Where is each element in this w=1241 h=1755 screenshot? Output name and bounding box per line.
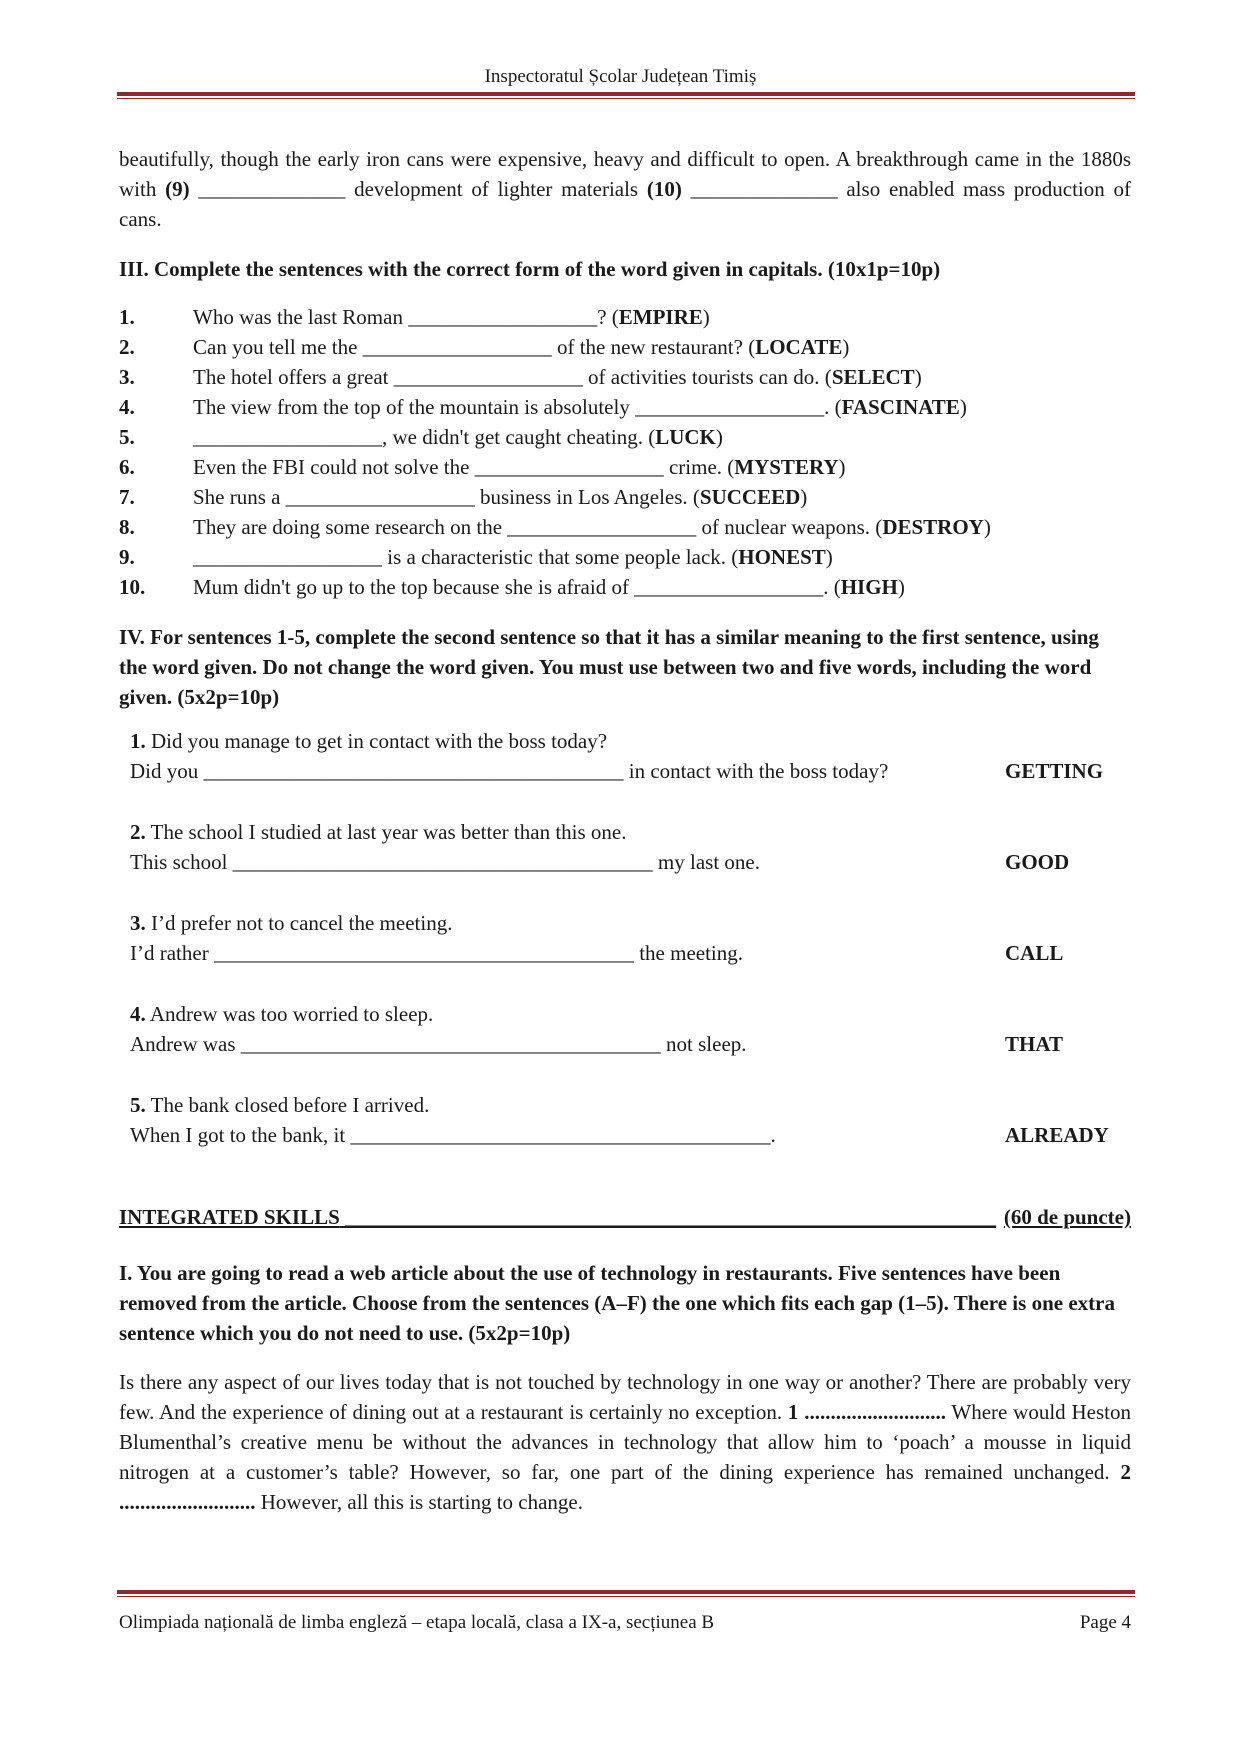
item-number: 1. [119, 305, 135, 329]
page-content [119, 144, 1131, 1517]
rewrite-sentence: Andrew was ________________________________________ not sleep. [130, 1032, 747, 1056]
rewrite-sentence: Did you ________________________________________ in contact with the boss today? [130, 759, 889, 783]
transformation-item [130, 908, 1131, 968]
footer-title: Olimpiada națională de limba engleză – etapa locală, clasa a IX-a, secțiunea B [119, 1612, 715, 1633]
section-3-item [119, 452, 1131, 482]
item-number: 10. [119, 575, 146, 599]
original-sentence: 2. The school I studied at last year was better than this one. [130, 820, 627, 844]
section-3-item [119, 392, 1131, 422]
item-text: Who was the last Roman __________________? (EMPIRE) [193, 305, 710, 329]
item-number: 4. [119, 395, 135, 419]
header-rule [117, 92, 1135, 99]
section-3-item [119, 572, 1131, 602]
reading-task-title: I. You are going to read a web article about the use of technology in restaurants. Five sentences have been removed from the article. Choose from the sentences (A–F) the one which fits each gap (1–5). There is one extra sentence which you do not need to use. (5x2p=10p) [119, 1261, 1115, 1345]
section-3-item [119, 422, 1131, 452]
word-in-capitals: EMPIRE [618, 305, 703, 329]
item-text: The hotel offers a great __________________ of activities tourists can do. (SELECT) [193, 365, 922, 389]
transformation-item [130, 999, 1131, 1059]
item-text: __________________, we didn't get caught cheating. (LUCK) [193, 425, 723, 449]
original-sentence: 5. The bank closed before I arrived. [130, 1093, 430, 1117]
word-in-capitals: LOCATE [755, 335, 843, 359]
keyword: GETTING [1005, 759, 1104, 783]
item-text: They are doing some research on the __________________ of nuclear weapons. (DESTROY) [193, 515, 991, 539]
word-in-capitals: HIGH [840, 575, 898, 599]
word-in-capitals: LUCK [655, 425, 716, 449]
section-3-item [119, 332, 1131, 362]
item-text: She runs a __________________ business in Los Angeles. (SUCCEED) [193, 485, 808, 509]
word-in-capitals: MYSTERY [734, 455, 839, 479]
item-number: 7. [119, 485, 135, 509]
section-4-title: IV. For sentences 1-5, complete the second sentence so that it has a similar meaning to the first sentence, using the word given. Do not change the word given. You must use between two and five words, including the word given. (5x2p=10p) [119, 625, 1099, 709]
item-number: 8. [119, 515, 135, 539]
item-number: 3. [119, 365, 135, 389]
reading-paragraph: Is there any aspect of our lives today that is not touched by technology in one way or another? There are probably very few. And the experience of dining out at a restaurant is certainly no exception. 1 ........................... Where would Heston Blumenthal’s creative menu be without the advances in technology that allow him to ‘poach’ a mousse in liquid nitrogen at a customer’s table? However, so far, one part of the dining experience has remained unchanged. 2 .......................... However, all this is starting to change. [119, 1370, 1131, 1514]
keyword: ALREADY [1005, 1123, 1109, 1147]
transformation-item [130, 726, 1131, 786]
section-3-list [119, 302, 1131, 602]
item-number: 9. [119, 545, 135, 569]
integrated-skills-heading: INTEGRATED SKILLS ______________________________________________________________ (60 de puncte) [119, 1205, 1131, 1229]
item-text: The view from the top of the mountain is absolutely __________________. (FASCINATE) [193, 395, 967, 419]
footer-rule [117, 1590, 1135, 1597]
rewrite-sentence: When I got to the bank, it ________________________________________. [130, 1123, 776, 1147]
section-3-item [119, 512, 1131, 542]
word-in-capitals: SUCCEED [699, 485, 801, 509]
item-text: Even the FBI could not solve the __________________ crime. (MYSTERY) [193, 455, 846, 479]
section-3-item [119, 482, 1131, 512]
transformation-item [130, 1090, 1131, 1150]
rewrite-sentence: This school ________________________________________ my last one. [130, 850, 760, 874]
page-number: Page 4 [1079, 1612, 1131, 1633]
section-3-title: III. Complete the sentences with the correct form of the word given in capitals. (10x1p=10p) [119, 257, 941, 281]
item-number: 6. [119, 455, 135, 479]
section-3-item [119, 362, 1131, 392]
intro-paragraph: beautifully, though the early iron cans were expensive, heavy and difficult to open. A breakthrough came in the 1880s with (9) ______________ development of lighter materials (10) ______________ also enabled mass production of cans. [119, 147, 1131, 231]
keyword: CALL [1005, 941, 1064, 965]
word-in-capitals: DESTROY [882, 515, 984, 539]
section-3-item [119, 542, 1131, 572]
item-number: 5. [119, 425, 135, 449]
section-3-item [119, 302, 1131, 332]
original-sentence: 4. Andrew was too worried to sleep. [130, 1002, 434, 1026]
item-number: 2. [119, 335, 135, 359]
word-in-capitals: HONEST [738, 545, 826, 569]
item-text: __________________ is a characteristic that some people lack. (HONEST) [193, 545, 833, 569]
item-text: Can you tell me the __________________ of the new restaurant? (LOCATE) [193, 335, 850, 359]
keyword: GOOD [1005, 850, 1070, 874]
word-in-capitals: FASCINATE [841, 395, 960, 419]
section-4-items [119, 726, 1131, 1150]
keyword: THAT [1005, 1032, 1063, 1056]
page-header: Inspectoratul Școlar Județean Timiș [484, 66, 757, 87]
original-sentence: 3. I’d prefer not to cancel the meeting. [130, 911, 453, 935]
transformation-item [130, 817, 1131, 877]
word-in-capitals: SELECT [831, 365, 915, 389]
item-text: Mum didn't go up to the top because she is afraid of __________________. (HIGH) [193, 575, 905, 599]
original-sentence: 1. Did you manage to get in contact with the boss today? [130, 729, 608, 753]
page-footer [119, 1612, 1131, 1634]
rewrite-sentence: I’d rather ________________________________________ the meeting. [130, 941, 743, 965]
